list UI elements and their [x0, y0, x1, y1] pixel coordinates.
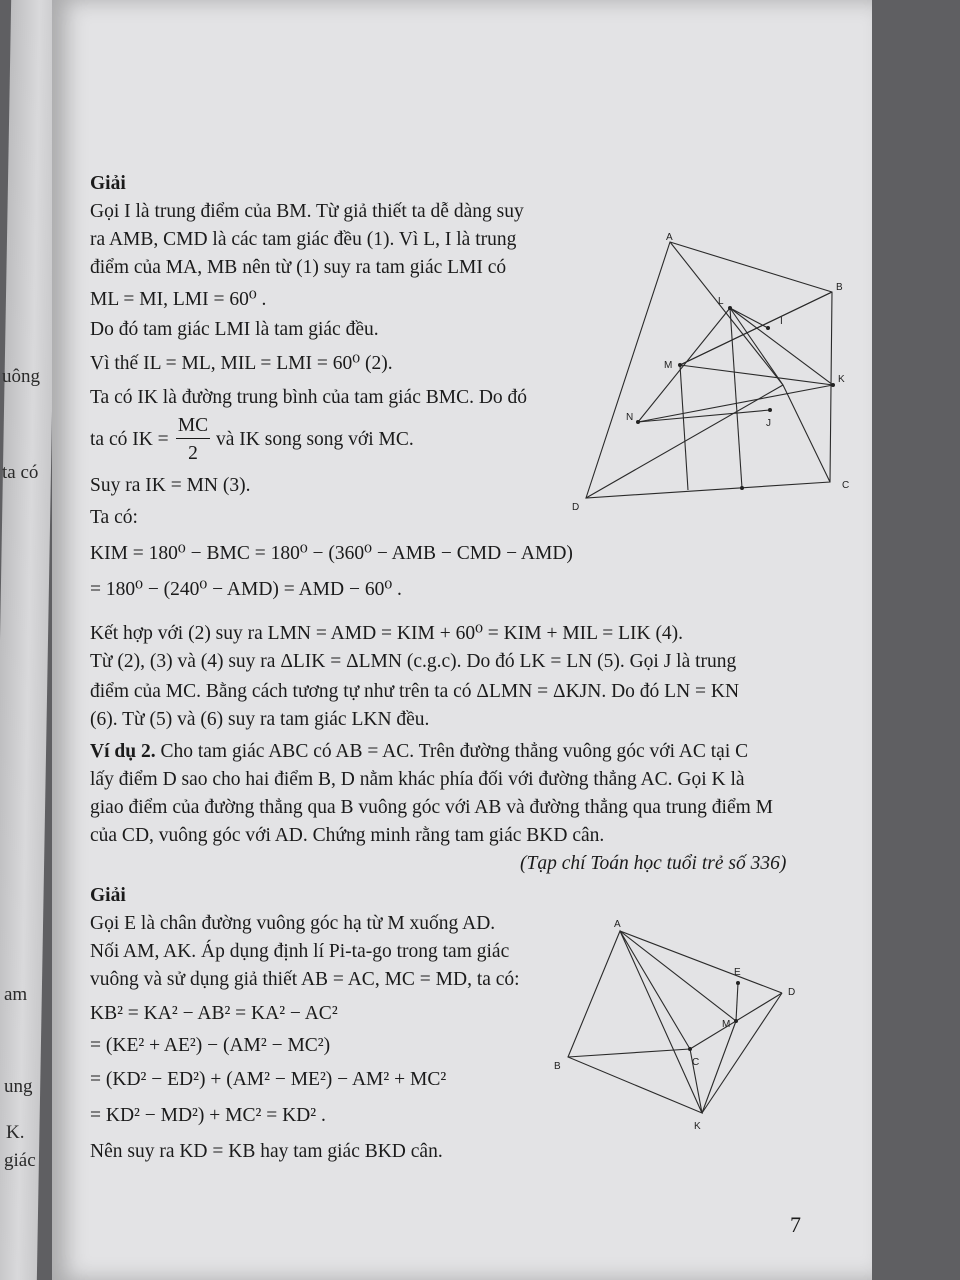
point-label: M: [722, 1019, 731, 1030]
text-line: Gọi I là trung điểm của BM. Từ giả thiết ta dễ dàng suy: [90, 201, 524, 222]
text-line: Do đó tam giác LMI là tam giác đều.: [90, 319, 379, 340]
point-label: A: [666, 232, 673, 243]
left-page-fragment: giác: [4, 1150, 36, 1171]
point-label: D: [572, 502, 580, 513]
math-line: = KD² − MD²) + MC² = KD² .: [90, 1105, 326, 1126]
text-line: vuông và sử dụng giả thiết AB = AC, MC = MD, ta có:: [90, 969, 520, 990]
math-line: ML = MI, LMI = 60⁰ .: [90, 289, 267, 310]
fraction-denominator: 2: [188, 443, 198, 464]
left-page-fragment: uông: [2, 366, 40, 387]
point-label: M: [664, 360, 673, 371]
math-line: = (KE² + AE²) − (AM² − MC²): [90, 1035, 331, 1056]
book-page: [52, 0, 872, 1280]
text-line: Suy ra IK = MN (3).: [90, 475, 251, 496]
point-label: C: [692, 1057, 700, 1068]
text-line: lấy điểm D sao cho hai điểm B, D nằm khác phía đối với đường thẳng AC. Gọi K là: [90, 769, 745, 790]
left-page-fragment: ta có: [2, 462, 39, 483]
section-heading: Giải: [90, 885, 126, 906]
point-label: C: [842, 480, 850, 491]
triangle-ABK: [568, 931, 702, 1113]
fraction-numerator: MC: [176, 414, 210, 439]
source-citation: (Tạp chí Toán học tuổi trẻ số 336): [520, 853, 787, 874]
text-line: Ta có:: [90, 507, 138, 528]
quadrilateral-outline: [586, 242, 832, 498]
left-page-fragment: am: [4, 984, 28, 1005]
text-line: điểm của MA, MB nên từ (1) suy ra tam giác LMI có: [90, 257, 507, 278]
math-line: = (KD² − ED²) + (AM² − ME²) − AM² + MC²: [90, 1069, 447, 1090]
math-line: Kết hợp với (2) suy ra LMN = AMD = KIM + 60⁰ = KIM + MIL = LIK (4).: [90, 623, 684, 644]
example-text: Cho tam giác ABC có AB = AC. Trên đường thẳng vuông góc với AC tại C: [155, 741, 749, 762]
point-label: K: [694, 1121, 701, 1132]
section-heading: Giải: [90, 173, 126, 194]
example-label: Ví dụ 2.: [90, 741, 156, 762]
geometry-figure-2: [544, 915, 804, 1135]
point-label: L: [718, 296, 724, 307]
point-label: A: [614, 919, 621, 930]
math-line: KB² = KA² − AB² = KA² − AC²: [90, 1003, 338, 1024]
point-label: D: [788, 987, 796, 998]
text-line: (6). Từ (5) và (6) suy ra tam giác LKN đều.: [90, 709, 430, 730]
text-line: Ta có IK là đường trung bình của tam giác BMC. Do đó: [90, 387, 528, 408]
point-label: N: [626, 412, 634, 423]
text-line: ra AMB, CMD là các tam giác đều (1). Vì L, I là trung: [90, 229, 517, 250]
text-line: và IK song song với MC.: [216, 429, 414, 450]
point-label: K: [838, 374, 845, 385]
point-label: J: [766, 418, 771, 429]
text-line: Nối AM, AK. Áp dụng định lí Pi-ta-go trong tam giác: [90, 941, 510, 962]
point-label: E: [734, 967, 741, 978]
text-line: Gọi E là chân đường vuông góc hạ từ M xuống AD.: [90, 913, 496, 934]
text-line: Nên suy ra KD = KB hay tam giác BKD cân.: [90, 1141, 443, 1162]
point-label: B: [836, 282, 843, 293]
text-line: ta có IK =: [90, 429, 169, 450]
text-line: Từ (2), (3) và (4) suy ra ΔLIK = ΔLMN (c.g.c). Do đó LK = LN (5). Gọi J là trung: [90, 651, 737, 672]
math-line: KIM = 180⁰ − BMC = 180⁰ − (360⁰ − AMB − CMD − AMD): [90, 543, 573, 564]
text-line: điểm của MC. Bằng cách tương tự như trên ta có ΔLMN = ΔKJN. Do đó LN = KN: [90, 681, 740, 702]
math-line: = 180⁰ − (240⁰ − AMD) = AMD − 60⁰ .: [90, 579, 402, 600]
point-label: I: [780, 316, 783, 327]
text-line: giao điểm của đường thẳng qua B vuông góc với AB và đường thẳng qua trung điểm M: [90, 797, 774, 818]
math-line: Vì thế IL = ML, MIL = LMI = 60⁰ (2).: [90, 353, 393, 374]
left-page-fragment: K.: [6, 1122, 25, 1143]
text-line: của CD, vuông góc với AD. Chứng minh rằng tam giác BKD cân.: [90, 825, 605, 846]
left-page-fragment: ung: [4, 1076, 33, 1097]
page-number: 7: [790, 1212, 801, 1237]
point-label: B: [554, 1061, 561, 1072]
geometry-figure-1: [570, 230, 860, 520]
